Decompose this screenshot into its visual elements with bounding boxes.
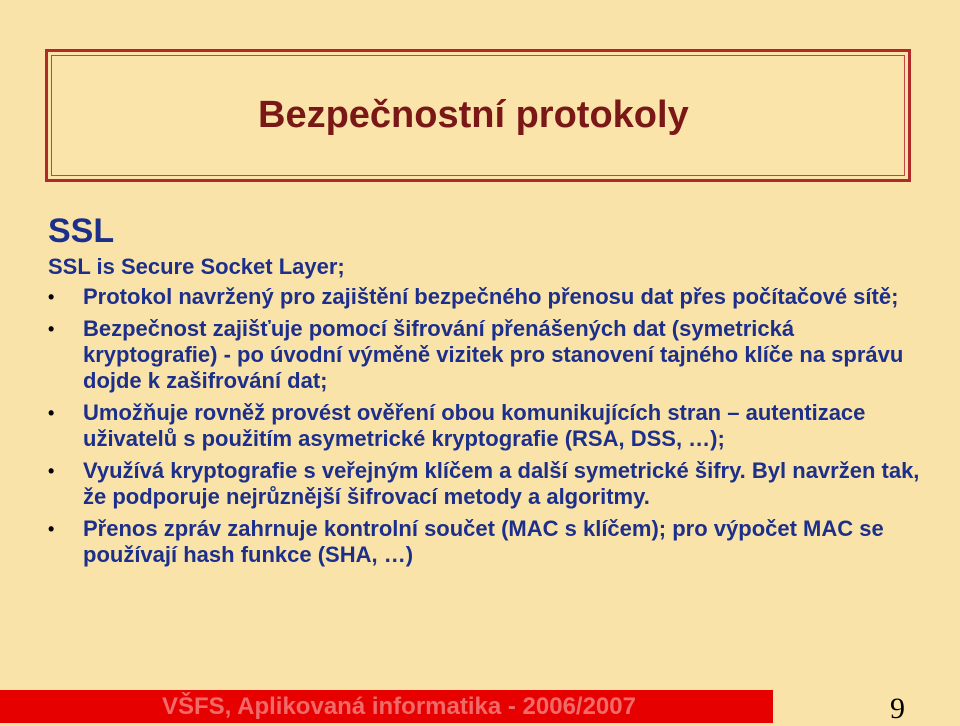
bullet-item: • Bezpečnost zajišťuje pomocí šifrování přenášených dat (symetrická kryptografie) - po úvodní výměně vizitek pro stanovení tajného klíče na správu dojde k zašifrování dat; [48,316,928,394]
bullet-item: • Využívá kryptografie s veřejným klíčem a další symetrické šifry. Byl navržen tak, že podporuje nejrůznější šifrovací metody a algoritmy. [48,458,928,510]
slide-content [48,208,928,574]
bullet-item: • Umožňuje rovněž provést ověření obou komunikujících stran – autentizace uživatelů s použitím asymetrické kryptografie (RSA, DSS, …); [48,400,928,452]
section-heading: SSL [48,212,115,250]
bullet-list [48,284,928,568]
bullet-item: • Protokol navržený pro zajištění bezpečného přenosu dat přes počítačové sítě; [48,284,928,310]
page-number: 9 [890,692,905,725]
bullet-item: • Přenos zpráv zahrnuje kontrolní součet (MAC s klíčem); pro výpočet MAC se používají hash funkce (SHA, …) [48,516,928,568]
slide-title: Bezpečnostní protokoly [258,94,689,136]
footer-text: VŠFS, Aplikovaná informatika - 2006/2007 [162,693,636,720]
title-frame [45,49,911,182]
footer-bar [0,690,773,723]
section-subheading: SSL is Secure Socket Layer; [48,254,345,279]
